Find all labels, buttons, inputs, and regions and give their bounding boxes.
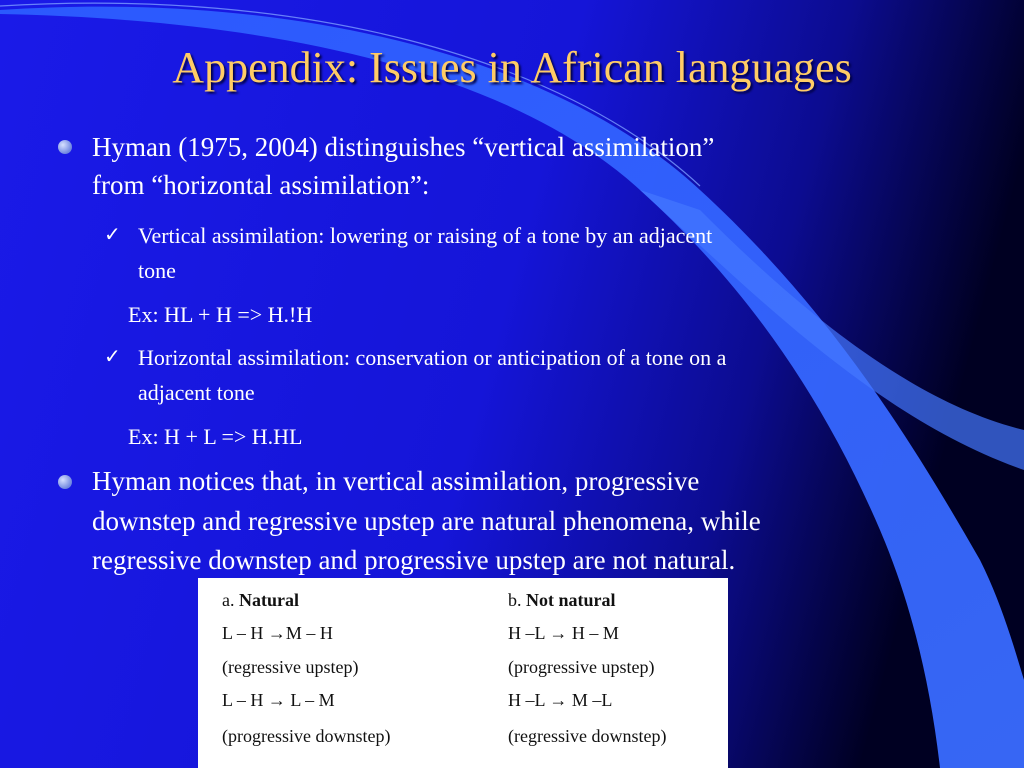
col-a-row-1: L – H →M – H xyxy=(222,623,333,643)
subbullet-1-line-2: tone xyxy=(138,258,176,283)
col-b-row-2: (progressive upstep) xyxy=(508,657,655,677)
col-a-row-2: (regressive upstep) xyxy=(222,657,359,677)
checkmark-icon: ✓ xyxy=(104,224,121,246)
natural-vs-not-natural-figure xyxy=(198,578,728,768)
bullet-1-line-2: from “horizontal assimilation”: xyxy=(92,170,430,200)
example-1: Ex: HL + H => H.!H xyxy=(128,302,313,327)
col-b-heading-text: Not natural xyxy=(526,590,616,610)
col-b-row-4: (regressive downstep) xyxy=(508,726,667,746)
bullet-2-line-1: Hyman notices that, in vertical assimilation, progressive xyxy=(92,466,700,496)
col-a-prefix: a. xyxy=(222,590,235,610)
col-a-heading xyxy=(222,590,299,611)
example-2: Ex: H + L => H.HL xyxy=(128,424,303,449)
subbullet-2-line-2: adjacent tone xyxy=(138,380,255,405)
bullet-2-line-2: downstep and regressive upstep are natural phenomena, while xyxy=(92,506,761,536)
bullet-dot-icon xyxy=(58,140,72,154)
slide-title: Appendix: Issues in African languages xyxy=(172,43,852,92)
subbullet-2-line-1: Horizontal assimilation: conservation or anticipation of a tone on a xyxy=(138,345,727,370)
col-b-prefix: b. xyxy=(508,590,522,610)
col-a-row-3: L – H → L – M xyxy=(222,690,335,710)
bullet-1-line-1: Hyman (1975, 2004) distinguishes “vertical assimilation” xyxy=(92,132,715,162)
col-b-row-1: H –L → H – M xyxy=(508,623,619,643)
checkmark-icon: ✓ xyxy=(104,346,121,368)
col-a-row-4: (progressive downstep) xyxy=(222,726,391,746)
subbullet-1-line-1: Vertical assimilation: lowering or raising of a tone by an adjacent xyxy=(138,223,713,248)
col-b-heading xyxy=(508,590,616,611)
bullet-dot-icon xyxy=(58,475,72,489)
col-a-heading-text: Natural xyxy=(239,590,299,610)
bullet-2-line-3: regressive downstep and progressive upstep are not natural. xyxy=(92,545,736,575)
col-b-row-3: H –L → M –L xyxy=(508,690,613,710)
